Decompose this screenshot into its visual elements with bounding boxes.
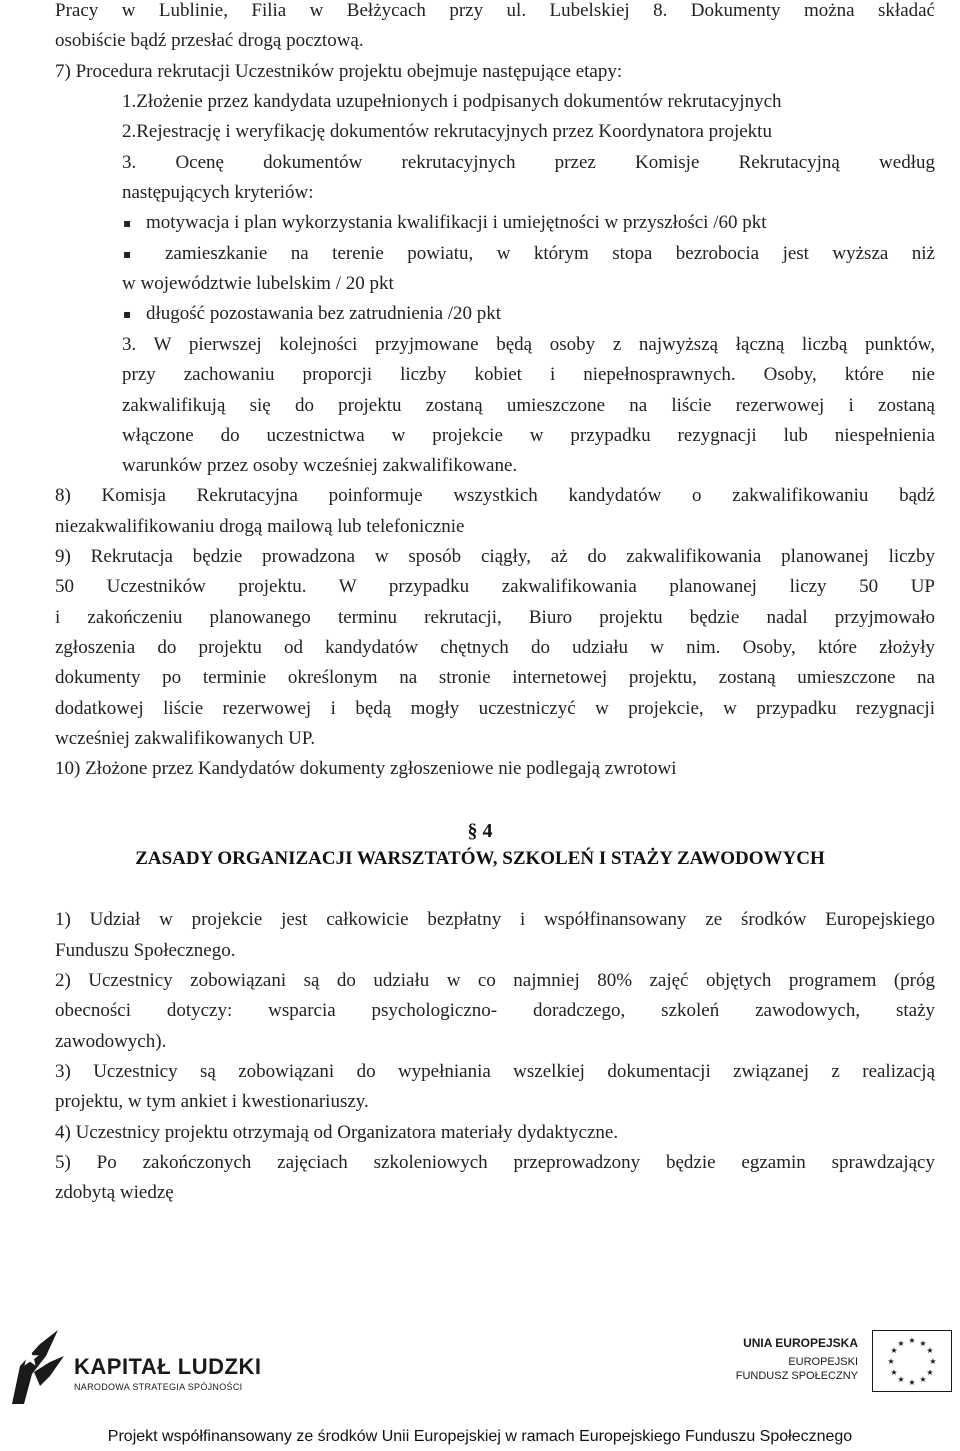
svg-text:★: ★: [919, 1339, 927, 1348]
paragraph-line: zawodowych).: [55, 1031, 167, 1052]
criteria-item: zamieszkanie na terenie powiatu, w którym stopa bezrobocia jest wyższa niż: [165, 243, 935, 264]
eu-title: UNIA EUROPEJSKA: [743, 1336, 858, 1350]
list-item: następujących kryteriów:: [122, 182, 314, 203]
paragraph-line: Pracy w Lublinie, Filia w Bełżycach przy ul. Lubelskiej 8. Dokumenty można składać: [55, 0, 935, 21]
svg-text:★: ★: [926, 1368, 934, 1377]
section-number: § 4: [467, 820, 493, 842]
svg-text:★: ★: [919, 1375, 927, 1384]
paragraph-line: 4) Uczestnicy projektu otrzymają od Organizatora materiały dydaktyczne.: [55, 1122, 619, 1143]
eu-logo: [730, 1330, 955, 1400]
svg-text:★: ★: [887, 1357, 895, 1366]
list-item: 1.Złożenie przez kandydata uzupełnionych i podpisanych dokumentów rekrutacyjnych: [122, 91, 782, 112]
paragraph-line: osobiście bądź przesłać drogą pocztową.: [55, 30, 364, 51]
paragraph-line: 50 Uczestników projektu. W przypadku zakwalifikowania planowanej liczy 50 UP: [55, 576, 935, 597]
kapital-ludzki-title: KAPITAŁ LUDZKI: [74, 1354, 262, 1379]
svg-text:★: ★: [929, 1357, 937, 1366]
svg-text:★: ★: [890, 1346, 898, 1355]
svg-text:★: ★: [897, 1339, 905, 1348]
eu-flag-icon: [872, 1330, 952, 1392]
bullet-icon: ▪: [123, 216, 132, 230]
kapital-ludzki-star-icon: [10, 1326, 70, 1406]
paragraph-line: warunków przez osoby wcześniej zakwalifikowane.: [122, 455, 518, 476]
paragraph-line: Funduszu Społecznego.: [55, 940, 236, 961]
paragraph-line: 3) Uczestnicy są zobowiązani do wypełniania wszelkiej dokumentacji związanej z realizacją: [55, 1061, 935, 1082]
bullet-icon: ▪: [123, 247, 132, 261]
paragraph-line: zdobytą wiedzę: [55, 1182, 174, 1203]
paragraph-line: przy zachowaniu proporcji liczby kobiet i niepełnosprawnych. Osoby, które nie: [122, 364, 935, 385]
paragraph-line: 3. W pierwszej kolejności przyjmowane będą osoby z najwyższą łączną liczbą punktów,: [122, 334, 935, 355]
list-item: 2.Rejestrację i weryfikację dokumentów rekrutacyjnych przez Koordynatora projektu: [122, 121, 772, 142]
criteria-item: motywacja i plan wykorzystania kwalifikacji i umiejętności w przyszłości /60 pkt: [146, 212, 767, 233]
svg-text:★: ★: [908, 1336, 916, 1345]
paragraph-line: 1) Udział w projekcie jest całkowicie bezpłatny i współfinansowany ze środków Europejskiego: [55, 909, 935, 930]
list-item: 3. Ocenę dokumentów rekrutacyjnych przez Komisje Rekrutacyjną według: [122, 152, 935, 173]
paragraph-line: 9) Rekrutacja będzie prowadzona w sposób ciągły, aż do zakwalifikowania planowanej liczby: [55, 546, 935, 567]
kapital-ludzki-subtitle: NARODOWA STRATEGIA SPÓJNOŚCI: [74, 1382, 243, 1392]
list-heading: 7) Procedura rekrutacji Uczestników projektu obejmuje następujące etapy:: [55, 61, 623, 82]
paragraph-line: i zakończeniu planowanego terminu rekrutacji, Biuro projektu będzie nadal przyjmowało: [55, 607, 935, 628]
paragraph-line: 5) Po zakończonych zajęciach szkoleniowych przeprowadzony będzie egzamin sprawdzający: [55, 1152, 935, 1173]
paragraph-line: 8) Komisja Rekrutacyjna poinformuje wszystkich kandydatów o zakwalifikowaniu bądź: [55, 485, 935, 506]
criteria-item: długość pozostawania bez zatrudnienia /20 pkt: [146, 303, 502, 324]
eu-fund-line-1: EUROPEJSKI: [788, 1356, 858, 1368]
kapital-ludzki-logo: [10, 1326, 280, 1406]
paragraph-line: wcześniej zakwalifikowanych UP.: [55, 728, 316, 749]
eu-fund-line-2: FUNDUSZ SPOŁECZNY: [735, 1370, 858, 1382]
svg-text:★: ★: [926, 1346, 934, 1355]
paragraph-line: dodatkowej liście rezerwowej i będą mogły uczestniczyć w projekcie, w przypadku rezygnacji: [55, 698, 935, 719]
paragraph-line: 10) Złożone przez Kandydatów dokumenty zgłoszeniowe nie podlegają zwrotowi: [55, 758, 677, 779]
paragraph-line: zakwalifikują się do projektu zostaną umieszczone na liście rezerwowej i zostaną: [122, 395, 935, 416]
svg-text:★: ★: [897, 1375, 905, 1384]
paragraph-line: włączone do uczestnictwa w projekcie w przypadku rezygnacji lub niespełnienia: [122, 425, 935, 446]
paragraph-line: niezakwalifikowaniu drogą mailową lub telefonicznie: [55, 516, 465, 537]
paragraph-line: obecności dotyczy: wsparcia psychologiczno- doradczego, szkoleń zawodowych, staży: [55, 1000, 935, 1021]
paragraph-line: 2) Uczestnicy zobowiązani są do udziału w co najmniej 80% zajęć objętych programem (próg: [55, 970, 935, 991]
svg-text:★: ★: [908, 1378, 916, 1387]
criteria-item: w województwie lubelskim / 20 pkt: [122, 273, 394, 294]
bullet-icon: ▪: [123, 307, 132, 321]
svg-text:★: ★: [890, 1368, 898, 1377]
section-title: ZASADY ORGANIZACJI WARSZTATÓW, SZKOLEŃ I STAŻY ZAWODOWYCH: [135, 848, 825, 869]
footer-text: Projekt współfinansowany ze środków Unii Europejskiej w ramach Europejskiego Funduszu Społecznego: [107, 1428, 853, 1445]
paragraph-line: dokumenty po terminie określonym na stronie internetowej projektu, zostaną umieszczone na: [55, 667, 935, 688]
paragraph-line: projektu, w tym ankiet i kwestionariuszy.: [55, 1091, 369, 1112]
paragraph-line: zgłoszenia do projektu od kandydatów chętnych do udziału w nim. Osoby, które złożyły: [55, 637, 935, 658]
